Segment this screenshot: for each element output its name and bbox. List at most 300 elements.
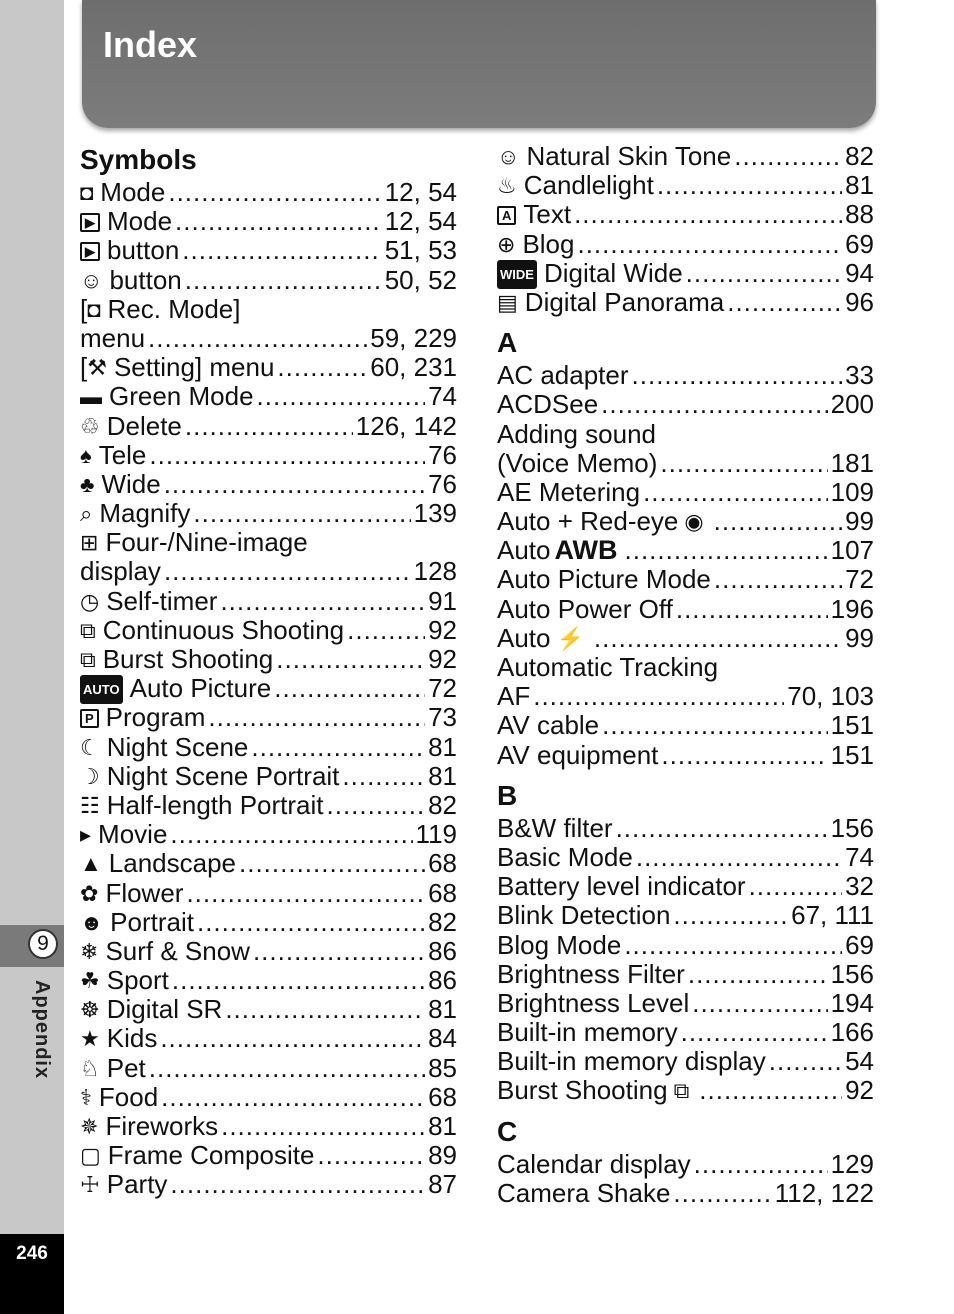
page-reference: 109 xyxy=(830,476,874,507)
index-entry-label: Party xyxy=(106,1169,168,1200)
index-entry-term xyxy=(497,989,689,1018)
page-reference: 82 xyxy=(845,141,874,171)
index-entry-label: Mode xyxy=(107,206,173,237)
index-entry xyxy=(80,353,457,382)
page-reference: 88 xyxy=(845,199,874,230)
page-reference: 60, 231 xyxy=(370,352,457,383)
index-entry-term xyxy=(80,879,183,908)
index-entry xyxy=(80,995,457,1024)
section-heading-b: B xyxy=(497,779,518,811)
index-entry-term xyxy=(497,901,670,930)
leader-dots xyxy=(692,989,827,1018)
index-entry xyxy=(497,624,874,653)
index-entry-term xyxy=(497,507,711,536)
index-entry-label: Surf & Snow xyxy=(105,935,250,966)
index-entry-term xyxy=(80,645,273,674)
chapter-number: 9 xyxy=(28,929,58,959)
leader-dots xyxy=(632,361,843,390)
index-entry xyxy=(80,587,457,616)
page-reference: 112, 122 xyxy=(774,1177,874,1208)
leader-dots xyxy=(175,207,382,236)
index-entry-term xyxy=(80,966,169,995)
leader-dots xyxy=(342,762,425,791)
index-entry-heading-line xyxy=(497,653,874,682)
page-reference: 151 xyxy=(830,710,874,741)
page-reference: 129 xyxy=(830,1148,874,1179)
index-entry xyxy=(80,674,457,703)
index-entry-term xyxy=(80,557,161,586)
index-entry xyxy=(80,1054,457,1083)
index-entry-term xyxy=(497,230,574,259)
index-entry-term xyxy=(80,499,190,528)
index-column-left xyxy=(80,142,457,1200)
face-detection-icon: ☺ xyxy=(80,267,103,293)
leader-dots xyxy=(277,353,367,382)
page-reference: 166 xyxy=(830,1017,874,1048)
index-entry xyxy=(497,901,874,930)
index-entry-term xyxy=(80,1024,157,1053)
page-reference: 126, 142 xyxy=(355,410,457,441)
leader-dots xyxy=(657,171,842,200)
index-entry-term xyxy=(497,565,711,594)
page-reference: 81 xyxy=(428,994,457,1025)
page-reference: 89 xyxy=(428,1140,457,1171)
index-entry-term xyxy=(80,674,271,704)
leader-dots xyxy=(149,441,425,470)
index-entry-label: Blog xyxy=(522,228,575,259)
index-entry-term xyxy=(80,937,250,966)
index-entry xyxy=(80,937,457,966)
page-number: 246 xyxy=(16,1243,48,1264)
index-entry-label: Burst Shooting xyxy=(497,1075,668,1106)
index-entry-label: Auto xyxy=(497,535,551,566)
index-entry xyxy=(497,171,874,200)
index-entry-label: Mode xyxy=(100,177,166,207)
leader-dots xyxy=(149,1054,425,1083)
index-entry-term xyxy=(80,733,248,762)
index-entry xyxy=(497,230,874,259)
leader-dots xyxy=(574,200,842,229)
leader-dots xyxy=(594,624,842,653)
camera-icon: ◘ xyxy=(80,180,94,205)
leader-dots xyxy=(193,499,410,528)
index-entry xyxy=(497,1179,874,1208)
index-entry-label: Digital SR xyxy=(106,994,223,1025)
index-entry-label: Digital Panorama xyxy=(524,286,725,317)
wrench-icon: ⚒ xyxy=(87,355,107,381)
index-entry xyxy=(80,412,457,441)
index-entry-heading-line xyxy=(497,420,874,449)
leader-dots xyxy=(694,1150,828,1179)
index-entry xyxy=(497,449,874,478)
page-reference: 156 xyxy=(830,812,874,843)
leader-dots xyxy=(225,995,425,1024)
index-entry-label: Adding sound xyxy=(497,418,657,449)
leader-dots xyxy=(182,236,381,265)
index-entry xyxy=(80,557,457,586)
leader-dots xyxy=(185,266,382,295)
page-reference: 92 xyxy=(428,614,457,645)
index-entry xyxy=(497,595,874,624)
index-entry xyxy=(80,236,457,265)
index-entry-label: Burst Shooting xyxy=(102,644,274,674)
index-entry xyxy=(80,324,457,353)
index-entry-term xyxy=(497,843,633,872)
page-reference: 81 xyxy=(428,1111,457,1141)
index-entry-label: AF xyxy=(497,681,531,712)
index-entry-term xyxy=(497,595,673,624)
red-eye-icon: ◉ xyxy=(684,509,704,535)
index-entry xyxy=(497,711,874,740)
burst-shooting-icon: ⧉ xyxy=(80,647,96,672)
leader-dots xyxy=(714,507,842,536)
continuous-shooting-icon: ⧉ xyxy=(80,617,96,643)
index-entry-term xyxy=(80,324,145,353)
party-icon: ☩ xyxy=(80,1172,100,1198)
playback-icon: ▶ xyxy=(80,242,100,261)
index-entry xyxy=(497,536,874,565)
index-entry-term xyxy=(497,1047,766,1076)
page-reference: 96 xyxy=(845,286,874,317)
camera-icon: ◘ xyxy=(87,296,101,322)
index-entry-term xyxy=(80,995,222,1024)
index-entry xyxy=(497,1150,874,1179)
index-column-right xyxy=(497,142,874,1208)
leader-dots xyxy=(676,595,828,624)
tele-icon: ♠ xyxy=(80,442,92,468)
page-reference: 33 xyxy=(845,360,874,391)
index-entry xyxy=(80,178,457,207)
four-nine-image-icon: ⊞ xyxy=(80,530,99,556)
index-entry xyxy=(80,849,457,878)
index-entry-term xyxy=(80,382,254,411)
index-entry xyxy=(497,200,874,229)
page-reference: 69 xyxy=(845,228,874,259)
page-reference: 67, 111 xyxy=(791,900,874,931)
index-entry-label: Blink Detection xyxy=(497,900,671,931)
index-entry-term xyxy=(497,1076,696,1105)
index-entry-label: Sport xyxy=(106,965,169,996)
leader-dots xyxy=(168,178,381,207)
index-entry xyxy=(80,908,457,937)
index-entry xyxy=(80,820,457,849)
page-reference: 68 xyxy=(428,877,457,908)
index-entry-label: Auto xyxy=(497,622,551,653)
index-entry-term xyxy=(497,478,640,507)
page-reference: 73 xyxy=(428,702,457,733)
index-entry-label: Kids xyxy=(106,1023,158,1054)
index-entry-term xyxy=(80,849,236,878)
auto-flash-icon: ⚡ xyxy=(556,625,584,651)
trash-icon: ♲ xyxy=(80,413,100,439)
leader-dots xyxy=(148,324,367,353)
index-entry xyxy=(497,1076,874,1105)
natural-skin-tone-icon: ☺ xyxy=(497,144,520,169)
leader-dots xyxy=(661,741,827,770)
leader-dots xyxy=(686,259,842,288)
page-reference: 92 xyxy=(428,644,457,674)
green-mode-icon: ▬ xyxy=(80,384,102,410)
leader-dots xyxy=(602,711,827,740)
landscape-icon: ▲ xyxy=(80,851,102,877)
index-entry-term xyxy=(497,288,724,317)
index-entry-label: Blog Mode xyxy=(497,929,622,960)
index-entry-label: Candlelight xyxy=(523,170,654,201)
page-reference: 81 xyxy=(428,760,457,791)
page-reference: 68 xyxy=(428,1081,457,1112)
index-entry xyxy=(80,645,457,674)
leader-dots xyxy=(251,733,425,762)
index-entry xyxy=(497,960,874,989)
index-entry-label: display xyxy=(80,556,161,587)
leader-dots xyxy=(161,1083,425,1112)
index-entry-term xyxy=(80,791,324,820)
index-entry-term xyxy=(497,741,658,770)
index-entry-label: Brightness Level xyxy=(497,987,690,1018)
index-entry-term xyxy=(80,353,274,382)
leader-dots xyxy=(208,703,425,732)
index-entry-label: Tele xyxy=(98,439,147,470)
index-entry-label: AC adapter xyxy=(497,360,629,391)
index-entry-term xyxy=(80,1170,167,1199)
leader-dots xyxy=(170,820,412,849)
index-entry-label: Wide xyxy=(101,468,161,499)
page-reference: 51, 53 xyxy=(384,235,457,266)
index-entry xyxy=(497,142,874,171)
index-entry xyxy=(497,1018,874,1047)
index-entry-label: B&W filter xyxy=(497,812,613,843)
page-reference: 99 xyxy=(845,506,874,537)
index-entry-label: Camera Shake xyxy=(497,1177,671,1208)
index-entry xyxy=(80,791,457,820)
index-entry-label: Program xyxy=(105,702,206,733)
index-entry xyxy=(80,499,457,528)
leader-dots xyxy=(347,616,425,645)
index-entry xyxy=(497,741,874,770)
page-reference: 99 xyxy=(845,622,874,653)
index-entry-term xyxy=(497,259,683,289)
index-entry-term xyxy=(80,616,344,645)
index-entry-label: Green Mode xyxy=(109,381,254,412)
index-entry-term xyxy=(80,703,205,732)
magnify-icon: ⌕ xyxy=(80,501,93,527)
leader-dots xyxy=(624,931,842,960)
index-entry-label: Setting] menu xyxy=(113,352,275,383)
index-entry-term xyxy=(80,236,179,265)
page-reference: 200 xyxy=(830,389,874,420)
index-entry xyxy=(497,682,874,711)
page-reference: 82 xyxy=(428,789,457,820)
digital-panorama-icon: ▤ xyxy=(497,289,518,315)
index-entry xyxy=(80,266,457,295)
index-entry-term xyxy=(497,171,654,200)
index-entry-label: Movie xyxy=(98,819,168,850)
page-reference: 119 xyxy=(415,819,457,850)
index-entry-label: Portrait xyxy=(110,906,194,937)
index-entry-term xyxy=(80,178,165,207)
index-entry-label: button xyxy=(107,235,180,266)
leader-dots xyxy=(185,412,353,441)
index-entry xyxy=(497,507,874,536)
index-entry-term xyxy=(497,960,685,989)
portrait-icon: ☻ xyxy=(80,909,104,935)
page-reference: 91 xyxy=(428,585,457,616)
page-reference: 86 xyxy=(428,935,457,966)
index-entry-heading-line xyxy=(80,295,457,324)
night-scene-portrait-icon: ☽ xyxy=(80,763,100,789)
page-reference: 107 xyxy=(830,535,874,566)
leader-dots xyxy=(643,478,828,507)
index-entry-term xyxy=(497,449,657,478)
index-entry-label: Flower xyxy=(105,877,184,908)
index-entry xyxy=(497,872,874,901)
index-entry-label: Built-in memory xyxy=(497,1017,678,1048)
leader-dots xyxy=(186,879,425,908)
bracket-text: [ xyxy=(80,293,88,324)
index-entry xyxy=(497,989,874,1018)
leader-dots xyxy=(749,872,843,901)
awb-symbol: AWB xyxy=(554,535,618,566)
bracket-text: [ xyxy=(80,352,88,383)
section-heading-c: C xyxy=(497,1115,518,1147)
page-reference: 54 xyxy=(845,1046,874,1077)
index-entry xyxy=(80,1024,457,1053)
leader-dots xyxy=(734,142,842,171)
page-reference: 72 xyxy=(845,564,874,595)
index-entry xyxy=(80,966,457,995)
playback-icon: ▶ xyxy=(80,213,100,232)
index-entry-label: Text xyxy=(523,199,572,230)
index-entry xyxy=(497,361,874,390)
fireworks-icon: ✵ xyxy=(80,1114,99,1139)
leader-dots xyxy=(257,382,426,411)
self-timer-icon: ◷ xyxy=(80,588,100,614)
index-entry xyxy=(80,762,457,791)
wide-icon: ♣ xyxy=(80,471,95,497)
index-entry xyxy=(497,565,874,594)
index-entry xyxy=(497,843,874,872)
leader-dots xyxy=(714,565,842,594)
index-entry xyxy=(497,931,874,960)
page-reference: 92 xyxy=(845,1075,874,1106)
index-entry-label: Auto + Red-eye xyxy=(497,506,679,537)
leader-dots xyxy=(616,814,828,843)
index-entry-label: Rec. Mode] xyxy=(107,293,241,324)
page-reference: 87 xyxy=(428,1169,457,1200)
index-entry xyxy=(80,1170,457,1199)
index-entry-label: ACDSee xyxy=(497,389,599,420)
index-entry-label: Pet xyxy=(106,1052,146,1083)
index-entry-term xyxy=(497,624,591,653)
index-entry-term xyxy=(497,390,598,419)
index-entry-label: Continuous Shooting xyxy=(102,614,345,645)
index-entry-label: Digital Wide xyxy=(543,257,683,288)
index-entry xyxy=(497,478,874,507)
page-reference: 68 xyxy=(428,848,457,879)
leader-dots xyxy=(160,1024,425,1053)
leader-dots xyxy=(164,557,411,586)
index-entry-label: menu xyxy=(80,322,146,353)
food-icon: ⚕ xyxy=(80,1084,92,1110)
page-reference: 196 xyxy=(830,593,874,624)
index-entry-term xyxy=(80,1083,158,1112)
burst-shooting-icon: ⧉ xyxy=(673,1078,690,1104)
program-icon: P xyxy=(80,709,99,728)
index-entry-term xyxy=(497,711,599,740)
index-entry-term xyxy=(497,142,731,171)
index-entry-term xyxy=(497,872,746,901)
index-entry-label: Auto Picture xyxy=(129,673,272,704)
page-reference: 12, 54 xyxy=(384,177,457,207)
leader-dots xyxy=(769,1047,842,1076)
index-entry-term xyxy=(80,587,217,616)
index-entry-label: Natural Skin Tone xyxy=(526,141,732,171)
flower-icon: ✿ xyxy=(80,880,99,906)
leader-dots xyxy=(220,587,425,616)
half-length-portrait-icon: ☷ xyxy=(80,792,100,818)
page-title: Index xyxy=(103,24,198,65)
page-reference: 151 xyxy=(830,739,874,770)
leader-dots xyxy=(601,390,827,419)
side-strip xyxy=(0,0,64,1314)
page-reference: 76 xyxy=(428,468,457,499)
page-reference: 59, 229 xyxy=(370,322,457,353)
page-reference: 81 xyxy=(428,731,457,762)
kids-icon: ★ xyxy=(80,1026,100,1052)
index-entry-term xyxy=(80,1054,146,1083)
page-reference: 86 xyxy=(428,965,457,996)
index-entry-label: Built-in memory display xyxy=(497,1046,766,1077)
page-reference: 156 xyxy=(830,958,874,989)
index-entry-label: Food xyxy=(98,1081,159,1112)
page-reference: 194 xyxy=(830,987,874,1018)
leader-dots xyxy=(673,901,788,930)
page-reference: 70, 103 xyxy=(787,681,874,712)
index-entry-label: Frame Composite xyxy=(107,1140,315,1171)
leader-dots xyxy=(660,449,827,478)
index-entry-label: AE Metering xyxy=(497,476,641,507)
index-entry-term xyxy=(497,682,530,711)
digital-sr-icon: ☸ xyxy=(80,997,100,1023)
leader-dots xyxy=(276,645,425,674)
leader-dots xyxy=(172,966,425,995)
index-entry-term xyxy=(80,412,182,441)
index-entry-label: Self-timer xyxy=(106,585,218,616)
leader-dots xyxy=(317,1141,425,1170)
index-entry-label: Automatic Tracking xyxy=(497,652,719,682)
index-entry xyxy=(80,733,457,762)
index-entry-term xyxy=(80,1141,314,1170)
index-entry-label: Night Scene xyxy=(106,731,249,762)
page-reference: 72 xyxy=(428,673,457,704)
pet-icon: ♘ xyxy=(80,1055,100,1081)
index-entry xyxy=(80,1141,457,1170)
index-entry-term xyxy=(497,1150,691,1179)
page-reference: 12, 54 xyxy=(384,206,457,237)
movie-icon: ▸ xyxy=(80,822,92,848)
page-reference: 32 xyxy=(845,871,874,902)
page-reference: 84 xyxy=(428,1023,457,1054)
auto-picture-icon: AUTO xyxy=(80,675,123,704)
leader-dots xyxy=(253,937,425,966)
leader-dots xyxy=(577,230,842,259)
index-entry xyxy=(497,259,874,288)
sport-icon: ☘ xyxy=(80,968,100,994)
leader-dots xyxy=(727,288,842,317)
index-entry xyxy=(497,390,874,419)
index-entry-term xyxy=(497,1018,678,1047)
text-mode-icon: A xyxy=(497,206,516,225)
